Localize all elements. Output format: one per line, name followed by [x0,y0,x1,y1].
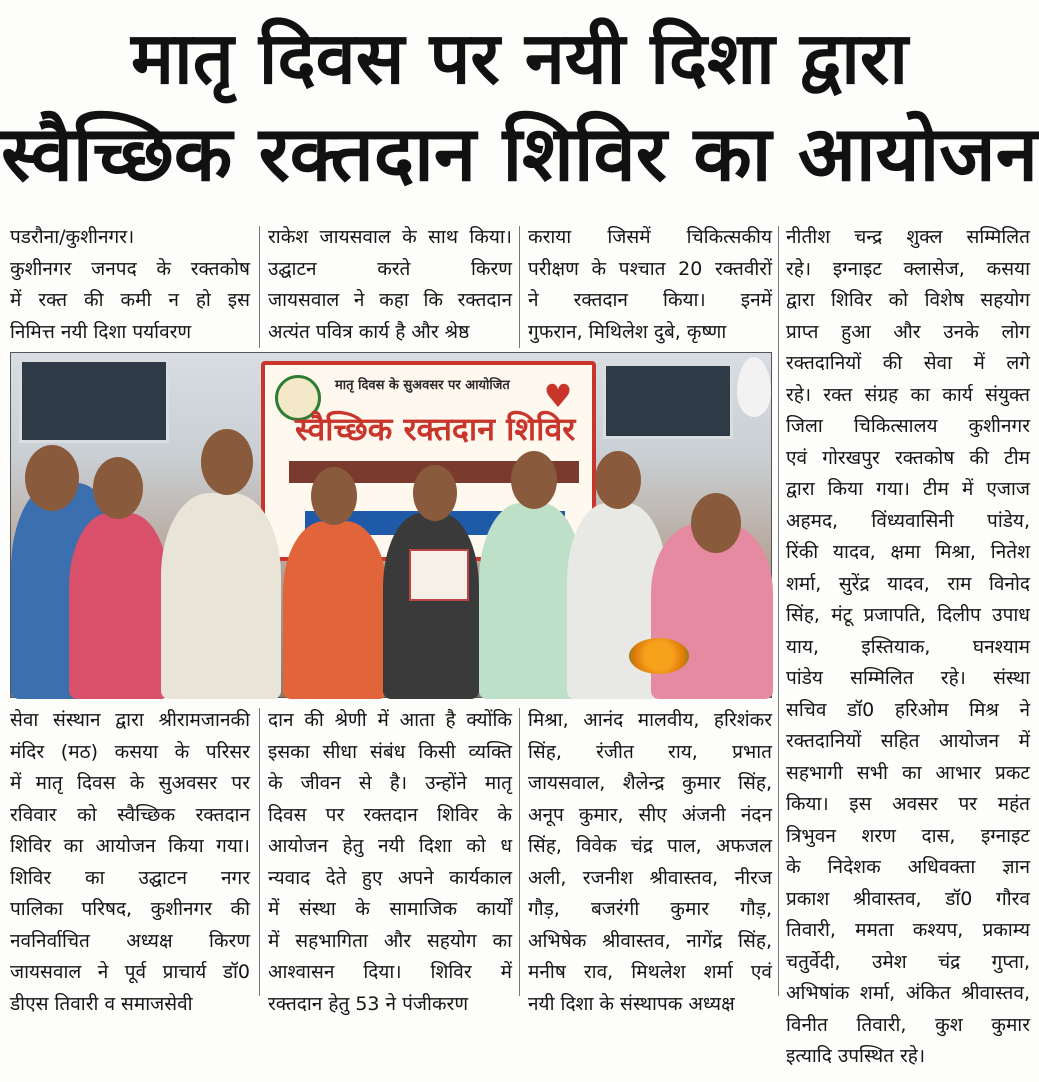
text-line: शिविर का उद्घाटन नगर [10,866,250,889]
text-line: जायसवाल ने पूर्व प्राचार्य डॉ0 [10,961,250,983]
column-divider-4 [259,708,260,996]
column-divider-2 [519,226,520,348]
text-line: कराया जिसमें चिकित्सकीय [528,226,772,248]
text-line: डीएस तिवारी व समाजसेवी [10,992,193,1015]
banner-top-line: मातृ दिवस के सुअवसर पर आयोजित [335,378,510,393]
text-line: जायसवाल, शैलेन्द्र कुमार सिंह, [528,772,772,794]
text-line: द्वारा किया गया। टीम में एजाज [786,478,1030,500]
headline-line-1: मातृ दिवस पर नयी दिशा द्वारा [130,16,908,100]
text-line: मंदिर (मठ) कसया के परिसर [10,740,250,763]
text-line: पांडेय सम्मिलित रहे। संस्था [786,667,1030,689]
banner-title: स्वैच्छिक रक्तदान शिविर [295,410,576,448]
text-line: सिंह, विवेक चंद्र पाल, अफजल [528,835,772,857]
text-line: दान की श्रेणी में आता है क्योंकि [268,709,512,731]
text-line: अभिषांक शर्मा, अंकित श्रीवास्तव, [786,982,1030,1004]
text-line: तिवारी, ममता कश्यप, प्रकाम्य [786,919,1030,941]
text-line: याय, इस्तियाक, घनश्याम [786,635,1030,658]
text-line: किया। इस अवसर पर महंत [786,793,1030,815]
heart-icon: ♥ [543,377,573,415]
person-3-head [201,429,253,495]
person-1-head [25,445,79,511]
text-line: में मातृ दिवस के सुअवसर पर [10,772,250,794]
text-line: नवनिर्वाचित अध्यक्ष किरण [10,929,250,952]
text-line: अहमद, विंध्यवासिनी पांडेय, [786,509,1030,532]
text-line: अभिषेक श्रीवास्तव, नागेंद्र सिंह, [528,929,772,952]
person-5 [383,513,479,699]
person-3 [161,493,281,699]
text-line: रक्तदान हेतु 53 ने पंजीकरण [268,992,469,1015]
text-line: अनूप कुमार, सीए अंजनी नंदन [528,803,772,826]
text-line: न्यवाद देते हुए अपने कार्यकाल [268,866,512,889]
text-line: अत्यंत पवित्र कार्य है और श्रेष्ठ [268,320,470,343]
text-line: शिविर का आयोजन किया गया। [10,835,250,857]
certificate [409,549,469,601]
text-line: आश्वासन दिया। शिविर में [268,961,512,983]
text-line: अली, रजनीश श्रीवास्तव, नीरज [528,866,772,889]
column-1-bottom [10,705,250,1015]
text-line: मनीष राव, मिथलेश शर्मा एवं [528,961,772,983]
text-line: में रक्त की कमी न हो इस [10,289,250,311]
person-6-head [511,451,557,509]
person-5-head [413,465,457,521]
text-line: के जीवन से है। उन्होंने मातृ [268,772,512,794]
text-line: एवं गोरखपुर रक्तकोष की टीम [786,446,1030,469]
text-line: के निदेशक अधिवक्ता ज्ञान [786,856,1030,878]
headline-line-2: स्वैच्छिक रक्तदान शिविर का आयोजन [1,109,1038,198]
text-line: शर्मा, सुरेंद्र यादव, राम विनोद [786,572,1030,595]
bus-window-left [19,359,169,443]
text-line: गुफरान, मिथिलेश दुबे, कृष्णा [528,320,727,343]
text-line: आयोजन हेतु नयी दिशा को ध [268,835,512,857]
text-line: पडरौना/कुशीनगर। [10,226,135,248]
text-line: सिंह, मंटू प्रजापति, दिलीप उपाध [786,604,1030,626]
text-line: सिंह, रंजीत राय, प्रभात [528,740,772,763]
text-line: ने रक्तदान किया। इनमें [528,289,772,311]
column-2-top [268,222,512,350]
column-divider-5 [519,708,520,996]
text-line: मिश्रा, आनंद मालवीय, हरिशंकर [528,709,772,731]
text-line: रक्तदानियों की सेवा में लगे [786,352,1030,374]
person-4 [283,521,387,699]
text-line: प्राप्त हुआ और उनके लोग [786,320,1030,343]
text-line: प्रकाश श्रीवास्तव, डॉ0 गौरव [786,887,1030,910]
column-1-top [10,222,250,350]
text-line: सहभागी सभी का आभार प्रकट [786,761,1030,784]
column-divider-1 [259,226,260,348]
column-4 [786,222,1030,1082]
text-line: इत्यादि उपस्थित रहे। [786,1045,926,1067]
text-line: नीतीश चन्द्र शुक्ल सम्मिलित [786,226,1030,248]
text-line: सेवा संस्थान द्वारा श्रीरामजानकी [10,709,250,731]
text-line: रिंकी यादव, क्षमा मिश्रा, नितेश [786,541,1030,563]
text-line: उद्घाटन करते किरण [268,257,512,280]
column-3-bottom [528,705,772,1015]
text-line: इसका सीधा संबंध किसी व्यक्ति [268,740,512,763]
text-line: विनीत तिवारी, कुश कुमार [786,1013,1030,1036]
flower-bouquet [629,638,689,674]
text-line: जिला चिकित्सालय कुशीनगर [786,415,1030,437]
bus-window-right [603,363,733,439]
person-2 [69,513,169,699]
column-2-bottom [268,705,512,1015]
column-3-top [528,222,772,350]
text-line: द्वारा शिविर को विशेष सहयोग [786,289,1030,311]
text-line: जायसवाल ने कहा कि रक्तदान [268,289,512,311]
text-line: गौड़, बजरंगी कुमार गौड़, [528,898,772,920]
text-line: चतुर्वेदी, उमेश चंद्र गुप्ता, [786,950,1030,973]
text-line: कुशीनगर जनपद के रक्तकोष [10,257,250,280]
person-2-head [93,457,143,519]
text-line: रहे। रक्त संग्रह का कार्य संयुक्त [786,383,1030,406]
text-line: में सहभागिता और सहयोग का [268,929,512,952]
text-line: रक्तदानियों सहित आयोजन में [786,730,1030,752]
text-line: नयी दिशा के संस्थापक अध्यक्ष [528,992,735,1015]
text-line: में संस्था के सामाजिक कार्यों [268,898,512,920]
text-line: रहे। इग्नाइट क्लासेज, कसया [786,257,1030,280]
person-7-head [595,451,641,509]
column-divider-3 [778,226,779,996]
text-line: सचिव डॉ0 हरिओम मिश्र ने [786,698,1030,721]
text-line: राकेश जायसवाल के साथ किया। [268,226,512,248]
text-line: परीक्षण के पश्चात 20 रक्तवीरों [528,257,772,280]
text-line: पालिका परिषद, कुशीनगर की [10,898,250,920]
blood-drop-shape [737,357,771,417]
person-4-head [311,467,357,525]
event-photo [10,352,772,698]
text-line: रविवार को स्वैच्छिक रक्तदान [10,803,250,826]
text-line: त्रिभुवन शरण दास, इग्नाइट [786,824,1030,847]
person-8-head [691,493,741,553]
text-line: निमित्त नयी दिशा पर्यावरण [10,320,192,343]
text-line: दिवस पर रक्तदान शिविर के [268,803,512,826]
